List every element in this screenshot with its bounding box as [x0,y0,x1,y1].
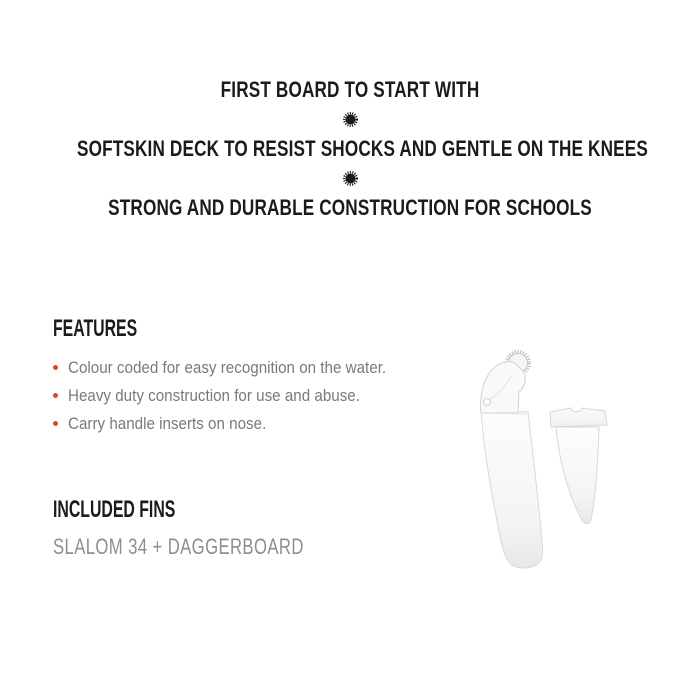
included-fins-heading: INCLUDED FINS [53,496,176,523]
daggerboard-blade [481,410,543,568]
bullet-dot-icon [53,421,58,426]
slalom-fin-blade [556,427,599,524]
slalom-fin-illustration [550,408,607,524]
feature-item [53,410,414,438]
features-list [53,354,414,438]
claim-line-3: STRONG AND DURABLE CONSTRUCTION FOR SCHOOLS [108,195,592,220]
bullet-dot-icon [53,393,58,398]
fins-illustration [466,336,616,576]
daggerboard-illustration [481,352,543,569]
included-fins-section [53,497,383,559]
bullet-dot-icon [53,365,58,370]
claims-section [0,78,700,220]
included-fins-value: SLALOM 34 + DAGGERBOARD [53,534,304,559]
feature-item [53,354,414,382]
starburst-separator-icon [342,170,359,187]
feature-text: Colour coded for easy recognition on the water. [68,359,387,377]
features-section [53,316,414,438]
features-heading: FEATURES [53,315,138,342]
claim-line-1: FIRST BOARD TO START WITH [220,77,480,102]
daggerboard-pivot-bolt [484,399,491,406]
starburst-separator-icon [342,111,359,128]
feature-text: Heavy duty construction for use and abuse. [68,387,360,405]
feature-text: Carry handle inserts on nose. [68,415,267,433]
slalom-fin-base-plate [550,408,607,427]
feature-item [53,382,414,410]
claim-line-2: SOFTSKIN DECK TO RESIST SHOCKS AND GENTLE ON THE KNEES [77,136,648,161]
